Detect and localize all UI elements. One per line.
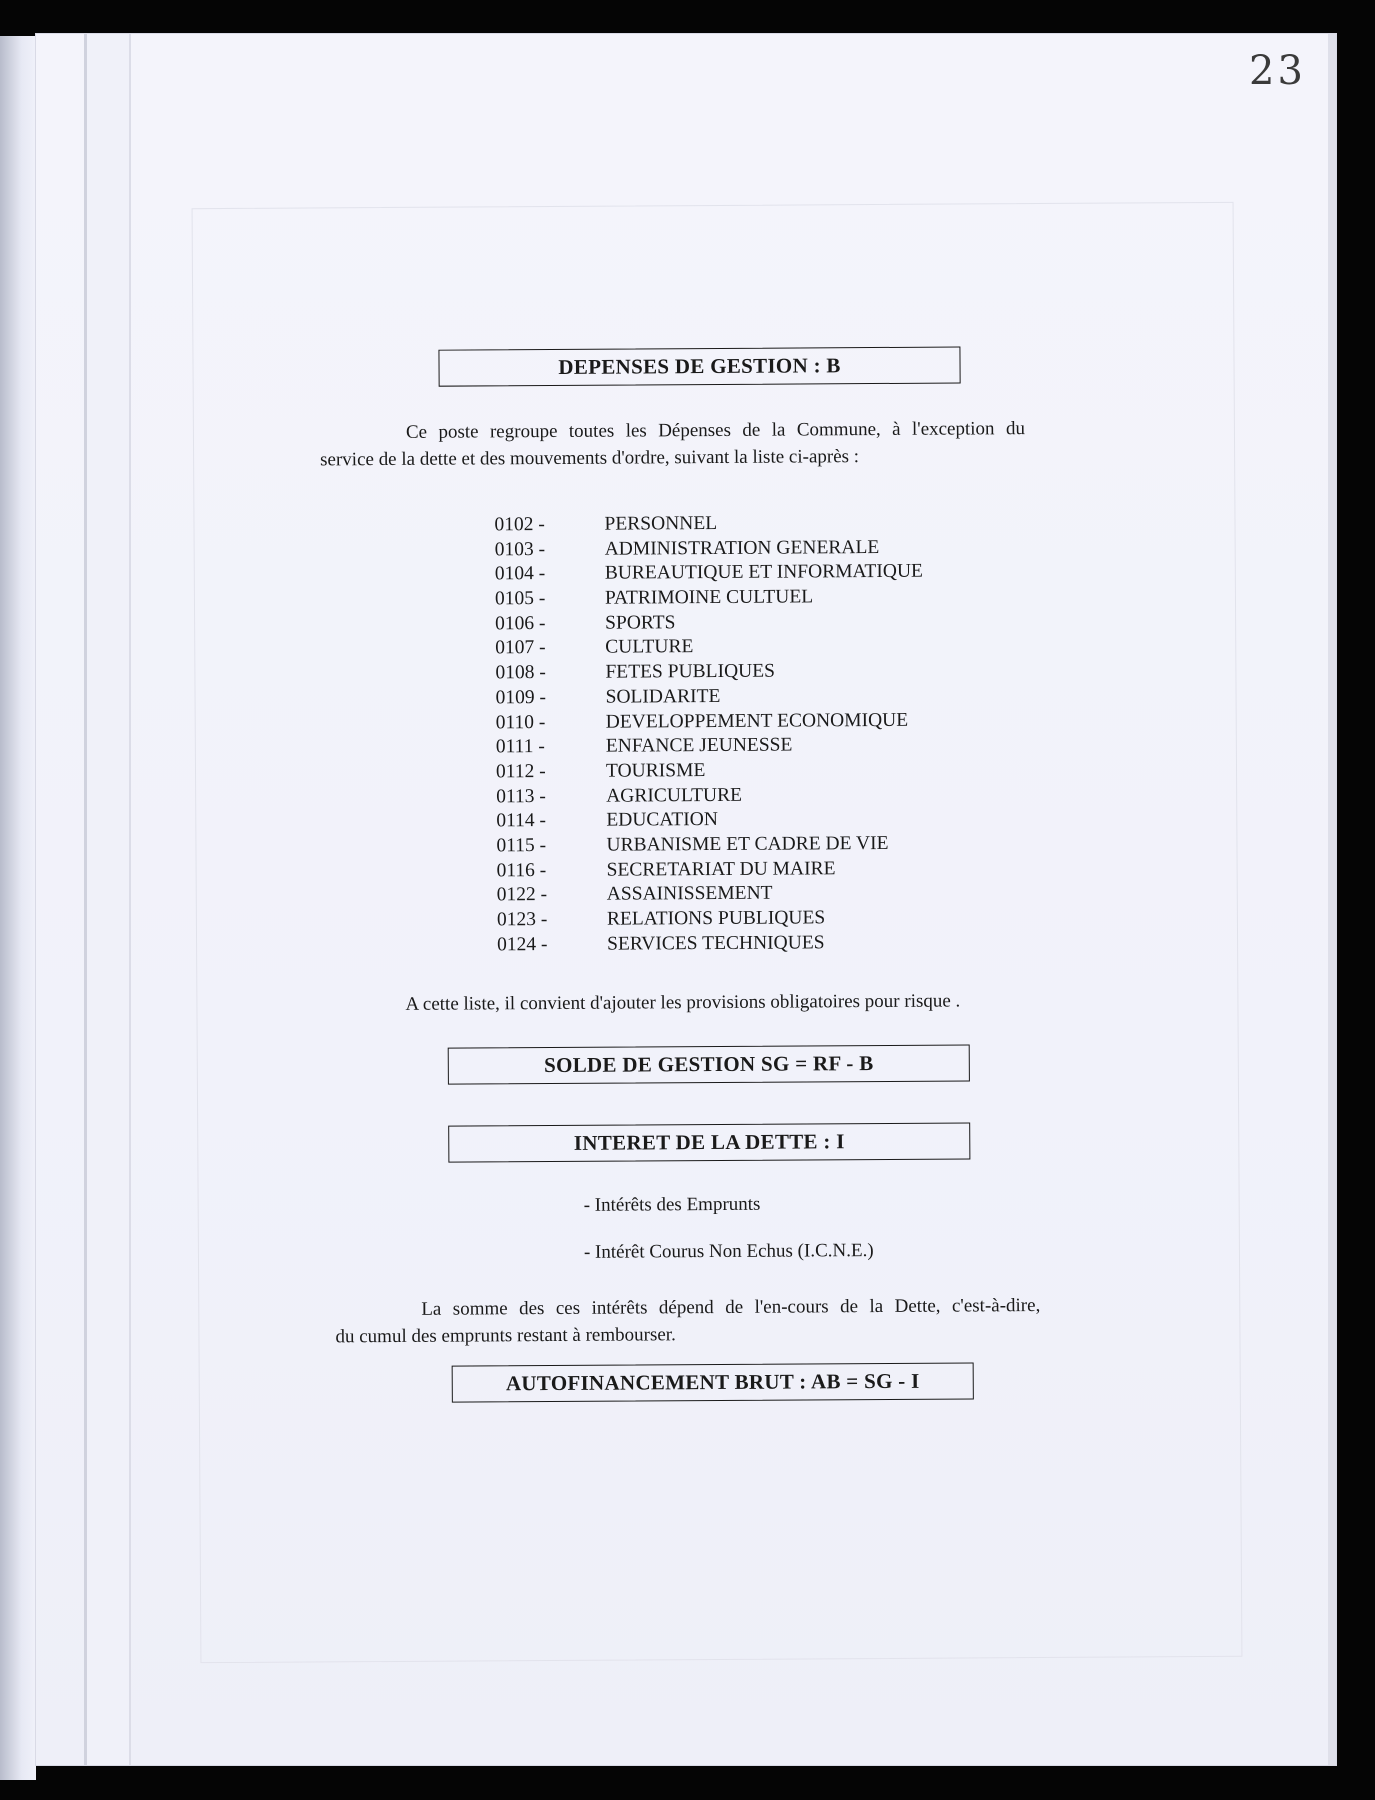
expense-code: 0107 -	[495, 637, 546, 659]
expense-label: SERVICES TECHNIQUES	[607, 932, 825, 955]
expense-label: EDUCATION	[606, 809, 718, 831]
expense-code-row	[497, 856, 1057, 884]
expense-code-row	[496, 707, 1056, 735]
expense-code-list	[494, 510, 1057, 958]
interest-line-2: du cumul des emprunts restant à rembourser.	[335, 1324, 676, 1348]
expense-code: 0110 -	[495, 711, 546, 733]
expense-code-row	[496, 831, 1056, 859]
expense-code: 0109 -	[495, 686, 546, 709]
expense-label: DEVELOPPEMENT ECONOMIQUE	[605, 709, 909, 733]
expense-label: SOLIDARITE	[605, 685, 721, 708]
expense-code-row	[497, 930, 1057, 958]
expense-code-row	[497, 905, 1057, 933]
expense-code: 0102 -	[494, 514, 545, 536]
expense-code-row	[495, 633, 1055, 661]
expense-code-row	[495, 535, 1055, 563]
bullet-icne: - Intérêt Courus Non Echus (I.C.N.E.)	[583, 1240, 874, 1263]
intro-line-2: service de la dette et des mouvements d'ordre, suivant la liste ci-après :	[320, 446, 860, 471]
left-page-edge	[0, 36, 36, 1780]
expense-code-row	[496, 732, 1056, 760]
heading-interet-de-la-dette: INTERET DE LA DETTE : I	[448, 1122, 970, 1162]
expense-code: 0111 -	[495, 736, 545, 758]
expense-label: RELATIONS PUBLIQUES	[606, 907, 826, 930]
binding-strip	[84, 34, 131, 1765]
expense-label: CULTURE	[605, 636, 694, 659]
expense-label: PERSONNEL	[604, 512, 718, 535]
expense-code: 0124 -	[497, 933, 548, 956]
expense-label: PATRIMOINE CULTUEL	[604, 586, 814, 609]
intro-line-1	[320, 415, 1025, 446]
expense-code: 0116 -	[496, 859, 547, 881]
expense-code: 0113 -	[496, 785, 546, 807]
intro-line-1-text: Ce poste regroupe toutes les Dépenses de la Commune, à l'exception du	[405, 418, 1025, 443]
expense-code-row	[496, 781, 1056, 809]
expense-label: FETES PUBLIQUES	[605, 660, 776, 683]
document-page	[36, 34, 1336, 1765]
expense-code: 0122 -	[496, 884, 548, 906]
interest-line-1	[335, 1292, 1040, 1323]
expense-code-row	[495, 683, 1055, 711]
expense-code: 0104 -	[494, 563, 546, 585]
heading-autofinancement-brut: AUTOFINANCEMENT BRUT : AB = SG - I	[452, 1362, 974, 1402]
expense-code: 0123 -	[496, 909, 548, 931]
expense-code: 0103 -	[494, 538, 546, 561]
expense-code-row	[494, 510, 1054, 538]
right-page-edge	[1328, 34, 1336, 1765]
expense-label: ADMINISTRATION GENERALE	[604, 536, 880, 560]
expense-code: 0114 -	[496, 810, 547, 832]
expense-code-row	[496, 757, 1056, 785]
expense-code: 0108 -	[495, 662, 546, 684]
expense-label: URBANISME ET CADRE DE VIE	[606, 832, 889, 856]
expense-code-row	[495, 658, 1055, 686]
bullet-interets-emprunts: - Intérêts des Emprunts	[583, 1193, 761, 1216]
heading-depenses-de-gestion: DEPENSES DE GESTION : B	[438, 347, 960, 387]
expense-code: 0106 -	[495, 612, 546, 635]
expense-label: TOURISME	[605, 759, 706, 782]
expense-label: ASSAINISSEMENT	[606, 882, 773, 905]
expense-label: BUREAUTIQUE ET INFORMATIQUE	[604, 561, 923, 585]
printed-sheet	[192, 202, 1243, 1663]
expense-code-row	[496, 806, 1056, 834]
expense-label: AGRICULTURE	[606, 784, 743, 807]
interest-line-1-text: La somme des ces intérêts dépend de l'en-cours de la Dette, c'est-à-dire,	[421, 1295, 1041, 1320]
expense-code-row	[495, 609, 1055, 637]
page-number: 23	[1249, 48, 1306, 94]
expense-label: ENFANCE JEUNESSE	[605, 734, 793, 757]
expense-code: 0112 -	[495, 760, 546, 783]
expense-code-row	[495, 584, 1055, 612]
expense-label: SPORTS	[605, 611, 676, 634]
expense-code-row	[495, 559, 1055, 587]
interest-paragraph	[335, 1292, 1040, 1350]
provisions-note: A cette liste, il convient d'ajouter les provisions obligatoires pour risque .	[405, 990, 961, 1015]
expense-code: 0105 -	[494, 588, 546, 610]
expense-code-row	[497, 880, 1057, 908]
expense-code: 0115 -	[496, 834, 547, 857]
heading-solde-de-gestion: SOLDE DE GESTION SG = RF - B	[448, 1044, 970, 1084]
expense-label: SECRETARIAT DU MAIRE	[606, 857, 836, 881]
intro-paragraph	[320, 415, 1025, 473]
